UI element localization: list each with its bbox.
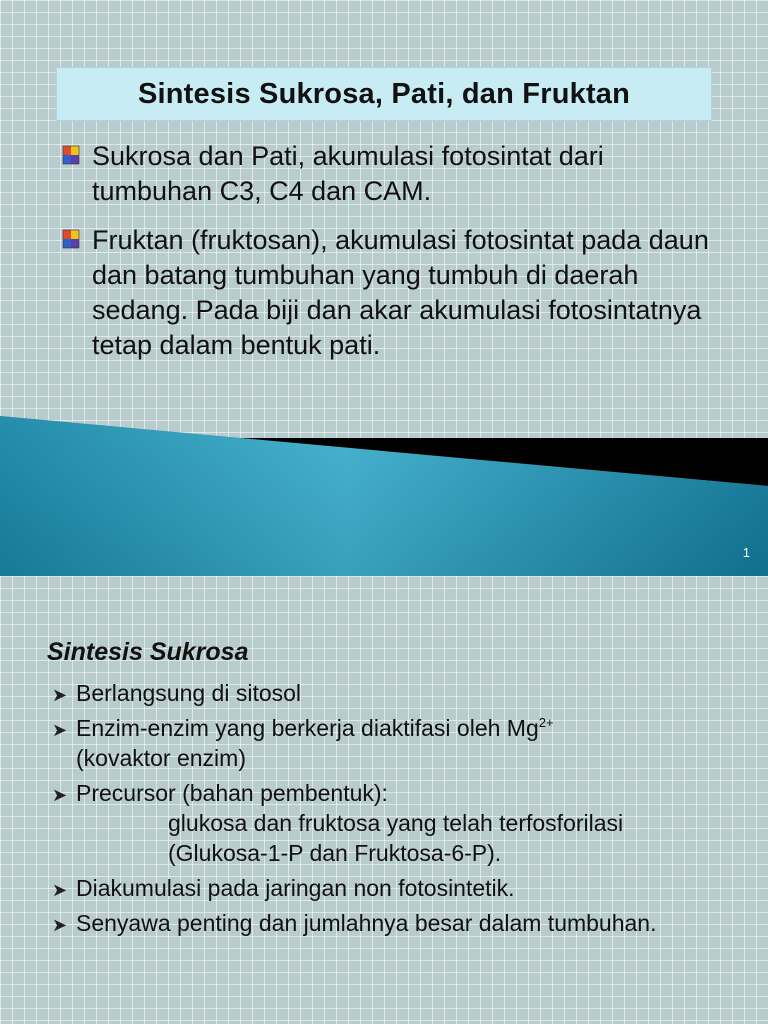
title-box xyxy=(57,68,711,120)
bullet-text: Senyawa penting dan jumlahnya besar dalam tumbuhan. xyxy=(76,910,657,936)
bullet-subline: glukosa dan fruktosa yang telah terfosforilasi xyxy=(168,810,624,836)
arrowhead-bullet-icon: ➤ xyxy=(52,880,68,900)
decorative-banner xyxy=(0,416,768,576)
page-number: 1 xyxy=(742,545,750,560)
superscript: 2+ xyxy=(538,715,554,730)
list-item xyxy=(62,223,712,363)
slide-2 xyxy=(0,576,768,1024)
arrowhead-bullet-icon: ➤ xyxy=(52,720,68,740)
bullet-continuation: (kovaktor enzim) xyxy=(76,745,246,771)
list-item xyxy=(52,778,752,868)
slide-heading: Sintesis Sukrosa xyxy=(47,638,249,666)
bullet-text: Fruktan (fruktosan), akumulasi fotosintat pada daun dan batang tumbuhan yang tumbuh di daerah sedang. Pada biji dan akar akumulasi fotosintatnya tetap dalam bentuk pati. xyxy=(92,225,709,360)
bullet-list xyxy=(52,678,752,943)
list-item xyxy=(52,873,752,903)
bullet-text: Berlangsung di sitosol xyxy=(76,680,302,706)
arrowhead-bullet-icon: ➤ xyxy=(52,685,68,705)
list-item xyxy=(62,139,712,209)
bullet-list xyxy=(62,139,712,377)
list-item xyxy=(52,908,752,938)
colored-square-bullet-icon xyxy=(62,228,80,250)
arrowhead-bullet-icon: ➤ xyxy=(52,785,68,805)
colored-square-bullet-icon xyxy=(62,144,80,166)
list-item xyxy=(52,713,752,773)
bullet-text: Enzim-enzim yang berkerja diaktifasi oleh Mg xyxy=(76,715,539,741)
bullet-text: Precursor (bahan pembentuk): xyxy=(76,780,388,806)
slide-title: Sintesis Sukrosa, Pati, dan Fruktan xyxy=(137,78,631,110)
bullet-subline: (Glukosa-1-P dan Fruktosa-6-P). xyxy=(168,840,502,866)
arrowhead-bullet-icon: ➤ xyxy=(52,915,68,935)
bullet-text: Diakumulasi pada jaringan non fotosintetik. xyxy=(76,875,515,901)
list-item xyxy=(52,678,752,708)
bullet-text: Sukrosa dan Pati, akumulasi fotosintat dari tumbuhan C3, C4 dan CAM. xyxy=(92,141,604,206)
